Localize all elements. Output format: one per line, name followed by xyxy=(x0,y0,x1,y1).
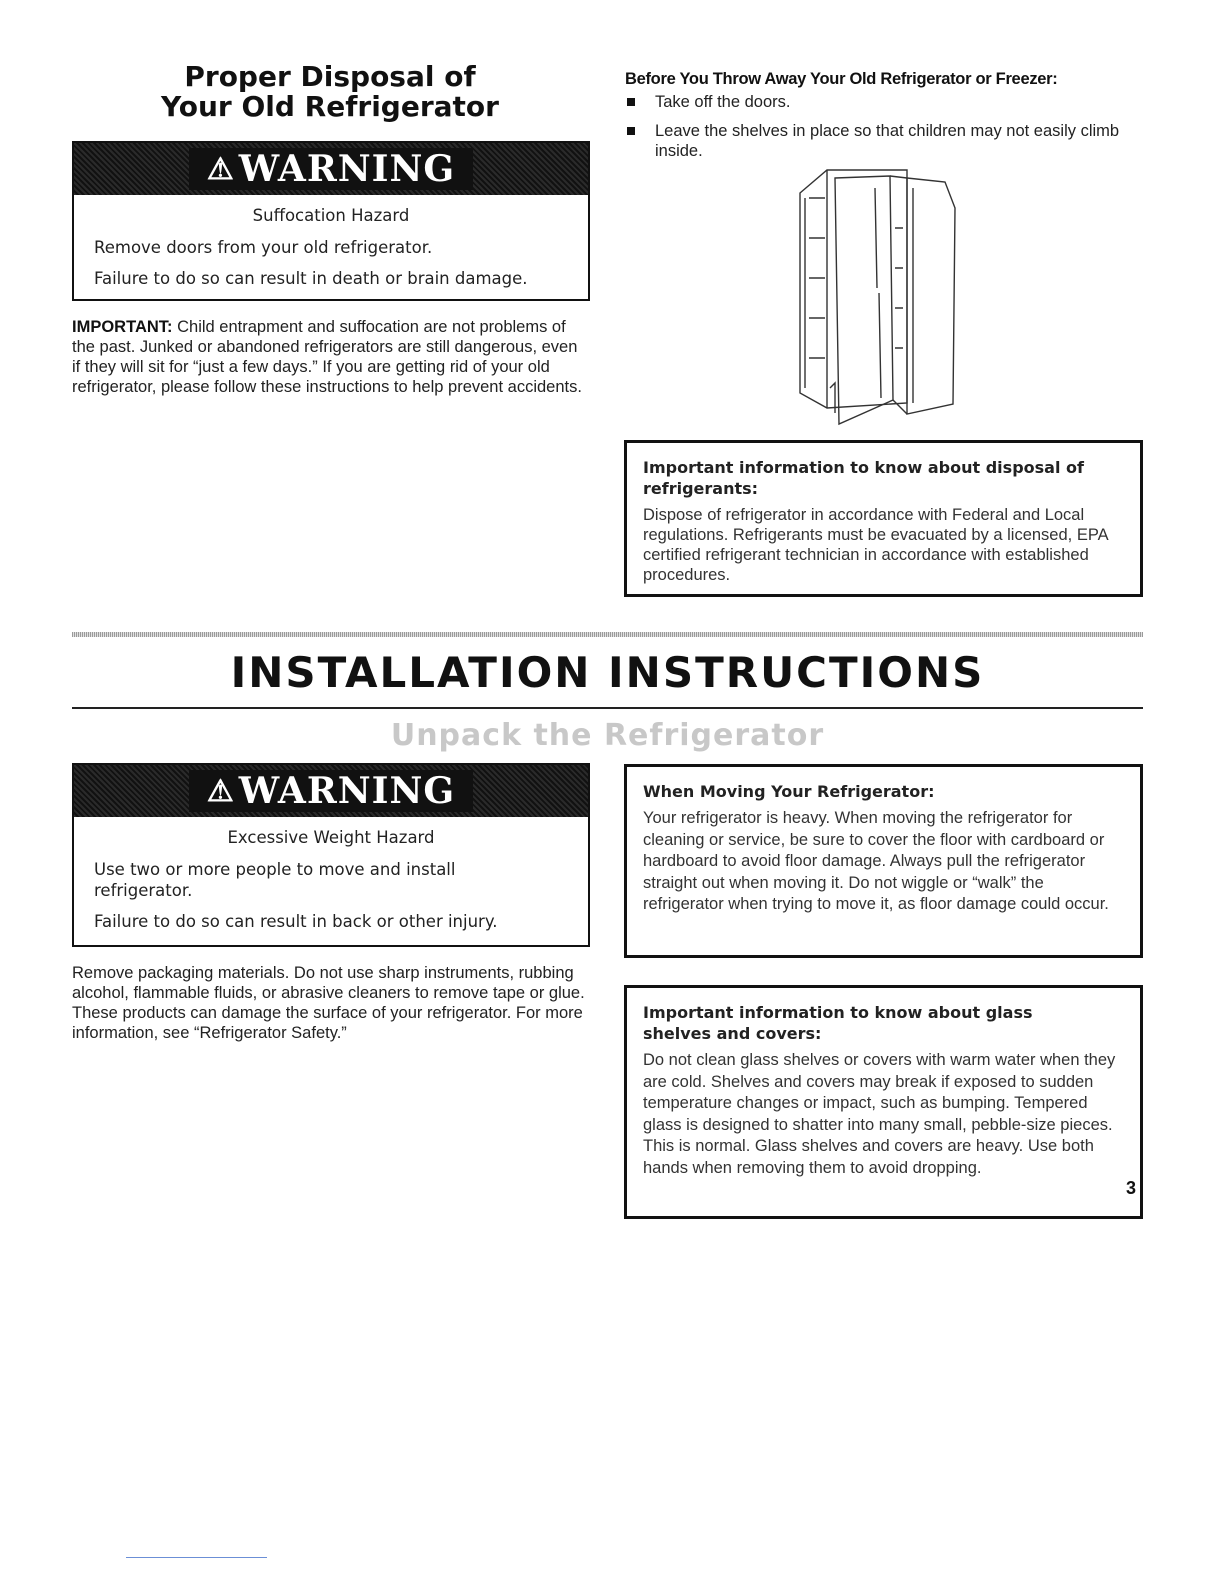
title-rule xyxy=(72,707,1143,709)
warning-label: WARNING xyxy=(238,148,456,190)
unpack-subtitle: Unpack the Refrigerator xyxy=(390,718,825,753)
warning-banner xyxy=(74,143,588,198)
warning-banner xyxy=(74,765,588,820)
refrigerants-text: Dispose of refrigerator in accordance with Federal and Local regulations. Refrigerants must be evacuated by a licensed, EPA certified refrigerant technician in accordance with established procedures. xyxy=(643,506,1108,584)
glass-text: Do not clean glass shelves or covers with warm water when they are cold. Shelves and covers may break if exposed to sudden temperature changes or impact, such as bumping. Tempered glass is designed to shatter into many small, pebble-size pieces. This is normal. Glass shelves and covers are heavy. Use both hands when removing them to avoid dropping. xyxy=(643,1051,1116,1177)
moving-text: Your refrigerator is heavy. When moving the refrigerator for cleaning or service, be sure to cover the floor with cardboard or hardboard to avoid floor damage. Always pull the refrigerator straight out when moving it. Do not wiggle or “walk” the refrigerator when trying to move it, as floor damage could occur. xyxy=(643,809,1109,913)
page-number: 3 xyxy=(1126,1178,1137,1198)
warning-instruction: Remove doors from your old refrigerator. xyxy=(94,238,433,257)
weight-warning-box xyxy=(72,763,590,947)
glass-heading: Important information to know about glass shelves and covers: xyxy=(643,1003,1033,1043)
refrigerants-heading: Important information to know about disposal of refrigerants: xyxy=(643,458,1084,498)
warning-consequence: Failure to do so can result in death or brain damage. xyxy=(94,269,528,288)
warning-consequence: Failure to do so can result in back or other injury. xyxy=(94,912,498,931)
important-label: IMPORTANT: xyxy=(72,318,173,336)
glass-shelves-info-box xyxy=(624,985,1143,1219)
warning-triangle-icon: ⚠ xyxy=(206,151,235,187)
before-throw-away-heading: Before You Throw Away Your Old Refrigerator or Freezer: xyxy=(625,70,1058,88)
hazard-title: Excessive Weight Hazard xyxy=(227,828,435,847)
disposal-title-line1: Proper Disposal of xyxy=(184,60,476,93)
refrigerants-info-box xyxy=(624,440,1143,597)
moving-heading: When Moving Your Refrigerator: xyxy=(643,782,935,801)
hazard-title: Suffocation Hazard xyxy=(252,206,410,225)
disposal-title-line2: Your Old Refrigerator xyxy=(161,90,499,123)
warning-label: WARNING xyxy=(238,770,456,812)
warning-instruction: Use two or more people to move and install refrigerator. xyxy=(94,860,456,900)
suffocation-warning-box xyxy=(72,141,590,301)
section-divider xyxy=(72,632,1143,637)
refrigerator-doors-open-illustration xyxy=(795,168,960,430)
important-paragraph xyxy=(72,317,588,397)
moving-info-box xyxy=(624,764,1143,958)
disposal-title xyxy=(80,62,580,122)
important-text: Child entrapment and suffocation are not problems of the past. Junked or abandoned refrigerators are still dangerous, even if they will sit for “just a few days.” If you are getting rid of your old refrigerator, please follow these instructions to help prevent accidents. xyxy=(72,318,582,396)
list-item: Take off the doors. xyxy=(625,92,1125,112)
disposal-bullets xyxy=(625,92,1125,170)
unpack-paragraph: Remove packaging materials. Do not use sharp instruments, rubbing alcohol, flammable fluids, or abrasive cleaners to remove tape or glue. These products can damage the surface of your refrigerator. For more information, see “Refrigerator Safety.” xyxy=(72,964,585,1042)
installation-title: INSTALLATION INSTRUCTIONS xyxy=(230,648,985,697)
warning-triangle-icon: ⚠ xyxy=(206,773,235,809)
footer-rule xyxy=(126,1557,267,1558)
list-item: Leave the shelves in place so that children may not easily climb inside. xyxy=(625,121,1125,161)
